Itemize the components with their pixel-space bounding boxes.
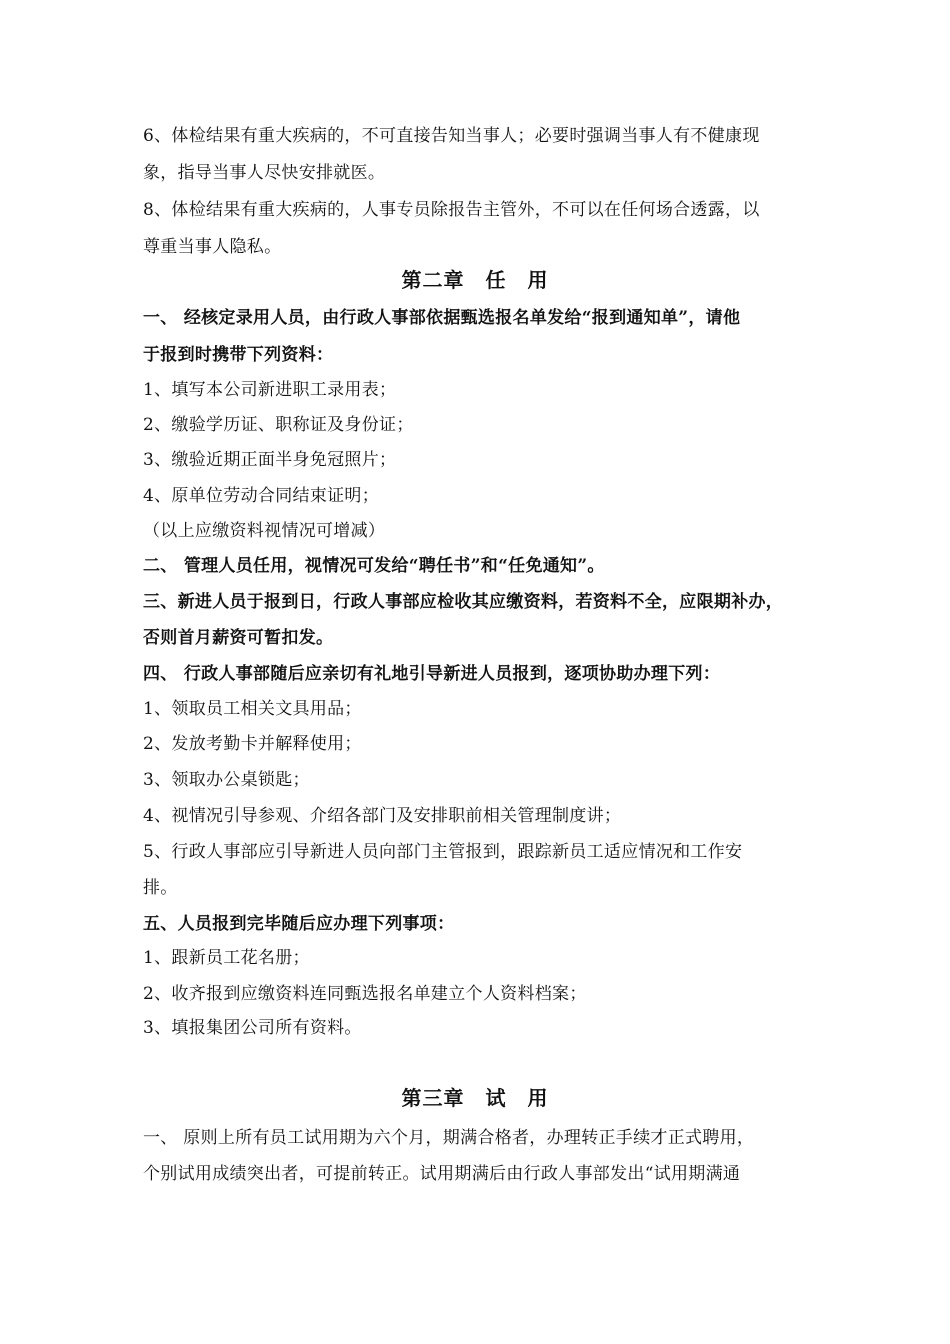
section-heading: 四、 行政人事部随后应亲切有礼地引导新进人员报到，逐项协助办理下列： bbox=[143, 664, 721, 684]
section-heading: 五、人员报到完毕随后应办理下列事项： bbox=[143, 914, 455, 934]
list-item: 4、视情况引导参观、介绍各部门及安排职前相关管理制度讲； bbox=[143, 806, 622, 826]
paragraph-line: 一、 原则上所有员工试用期为六个月，期满合格者，办理转正手续才正式聘用， bbox=[143, 1128, 755, 1148]
list-item: 2、发放考勤卡并解释使用； bbox=[143, 734, 362, 754]
list-item: 3、填报集团公司所有资料。 bbox=[143, 1018, 362, 1038]
list-item: 5、行政人事部应引导新进人员向部门主管报到，跟踪新员工适应情况和工作安 bbox=[143, 842, 743, 862]
chapter-2-heading: 第二章 任 用 bbox=[401, 268, 549, 292]
section-heading: 于报到时携带下列资料： bbox=[143, 345, 334, 365]
section-heading: 一、 经核定录用人员，由行政人事部依据甄选报名单发给“报到通知单”，请他 bbox=[143, 308, 741, 328]
section-heading: 否则首月薪资可暂扣发。 bbox=[143, 628, 334, 648]
paragraph-line: 象，指导当事人尽快安排就医。 bbox=[143, 163, 386, 183]
list-item: 1、跟新员工花名册； bbox=[143, 948, 310, 968]
list-item: 2、收齐报到应缴资料连同甄选报名单建立个人资料档案； bbox=[143, 984, 587, 1004]
chapter-3-heading: 第三章 试 用 bbox=[401, 1086, 549, 1110]
note-text: （以上应缴资料视情况可增减） bbox=[143, 521, 386, 541]
section-heading: 三、新进人员于报到日，行政人事部应检收其应缴资料，若资料不全，应限期补办， bbox=[143, 592, 784, 612]
list-item: 1、填写本公司新进职工录用表； bbox=[143, 380, 397, 400]
paragraph-line: 尊重当事人隐私。 bbox=[143, 237, 282, 257]
section-heading: 二、 管理人员任用，视情况可发给“聘任书”和“任免通知”。 bbox=[143, 556, 605, 576]
list-item: 1、领取员工相关文具用品； bbox=[143, 699, 362, 719]
list-item: 3、领取办公桌锁匙； bbox=[143, 770, 310, 790]
paragraph-line: 8、体检结果有重大疾病的，人事专员除报告主管外，不可以在任何场合透露，以 bbox=[143, 200, 760, 220]
list-item: 2、缴验学历证、职称证及身份证； bbox=[143, 415, 414, 435]
paragraph-line: 6、体检结果有重大疾病的，不可直接告知当事人；必要时强调当事人有不健康现 bbox=[143, 126, 760, 146]
list-item: 3、缴验近期正面半身免冠照片； bbox=[143, 450, 397, 470]
paragraph-line: 个别试用成绩突出者，可提前转正。试用期满后由行政人事部发出“试用期满通 bbox=[143, 1164, 741, 1184]
list-item: 4、原单位劳动合同结束证明； bbox=[143, 486, 380, 506]
list-item: 排。 bbox=[143, 878, 178, 898]
